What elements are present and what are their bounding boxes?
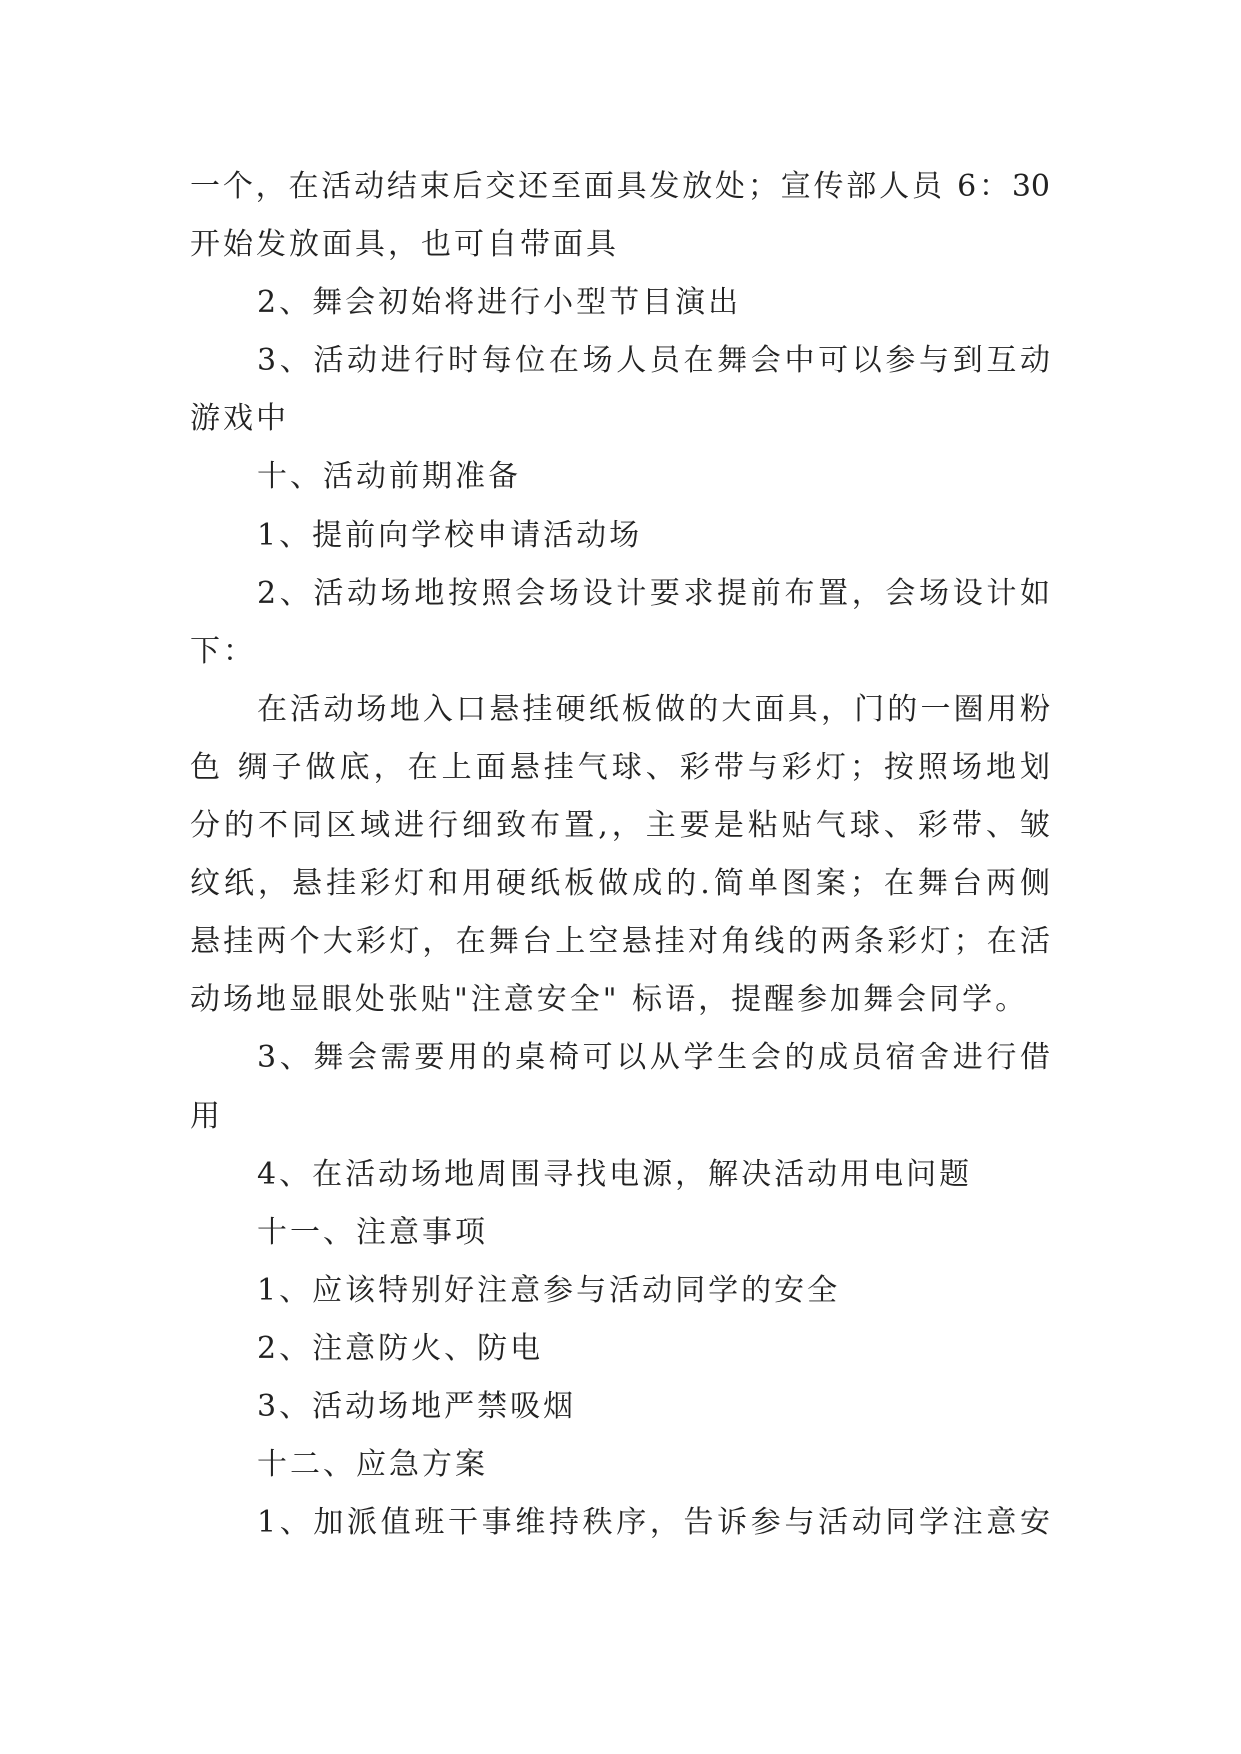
- section-heading: [190, 448, 1050, 506]
- text-line: 2、舞会初始将进行小型节目演出: [257, 285, 742, 321]
- paragraph: [190, 681, 1050, 1030]
- text-line: 动场地显眼处张贴"注意安全" 标语，提醒参加舞会同学。: [190, 982, 1029, 1018]
- text-line: 3、舞会需要用的桌椅可以从学生会的成员宿舍进行借: [257, 1040, 1050, 1076]
- text-line: 3、活动场地严禁吸烟: [257, 1388, 577, 1424]
- paragraph: [190, 507, 1050, 565]
- text-line: 1、应该特别好注意参与活动同学的安全: [257, 1272, 841, 1308]
- text-line: 十一、注意事项: [257, 1214, 488, 1250]
- section-heading: [190, 1436, 1050, 1494]
- text-line: 十、活动前期准备: [257, 459, 521, 495]
- text-line: 下：: [190, 633, 256, 669]
- paragraph: [190, 158, 1050, 274]
- paragraph: [190, 565, 1050, 681]
- document-body: [190, 158, 1050, 1552]
- paragraph: [190, 1262, 1050, 1320]
- text-line: 2、注意防火、防电: [257, 1330, 544, 1366]
- paragraph: [190, 1494, 1050, 1552]
- text-line: 在活动场地入口悬挂硬纸板做的大面具，门的一圈用粉: [257, 691, 1050, 727]
- paragraph: [190, 332, 1050, 448]
- paragraph: [190, 1378, 1050, 1436]
- paragraph: [190, 1146, 1050, 1204]
- text-line: 一个，在活动结束后交还至面具发放处；宣传部人员 6：30: [190, 169, 1050, 204]
- text-line: 纹纸，悬挂彩灯和用硬纸板做成的.简单图案；在舞台两侧: [190, 866, 1050, 902]
- text-line: 色 绸子做底，在上面悬挂气球、彩带与彩灯；按照场地划: [190, 749, 1050, 785]
- text-line: 3、活动进行时每位在场人员在舞会中可以参与到互动: [257, 343, 1050, 379]
- paragraph: [190, 1320, 1050, 1378]
- text-line: 2、活动场地按照会场设计要求提前布置，会场设计如: [257, 575, 1050, 611]
- text-line: 开始发放面具，也可自带面具: [190, 227, 619, 263]
- text-line: 4、在活动场地周围寻找电源，解决活动用电问题: [257, 1156, 973, 1192]
- text-line: 1、加派值班干事维持秩序，告诉参与活动同学注意安: [257, 1505, 1050, 1541]
- text-line: 用: [190, 1098, 223, 1134]
- section-heading: [190, 1204, 1050, 1262]
- text-line: 十二、应急方案: [257, 1447, 488, 1483]
- paragraph: [190, 274, 1050, 332]
- text-line: 游戏中: [190, 401, 289, 437]
- text-line: 分的不同区域进行细致布置,，主要是粘贴气球、彩带、皱: [190, 808, 1050, 844]
- text-line: 1、提前向学校申请活动场: [257, 517, 643, 553]
- text-line: 悬挂两个大彩灯，在舞台上空悬挂对角线的两条彩灯；在活: [190, 924, 1050, 960]
- paragraph: [190, 1029, 1050, 1145]
